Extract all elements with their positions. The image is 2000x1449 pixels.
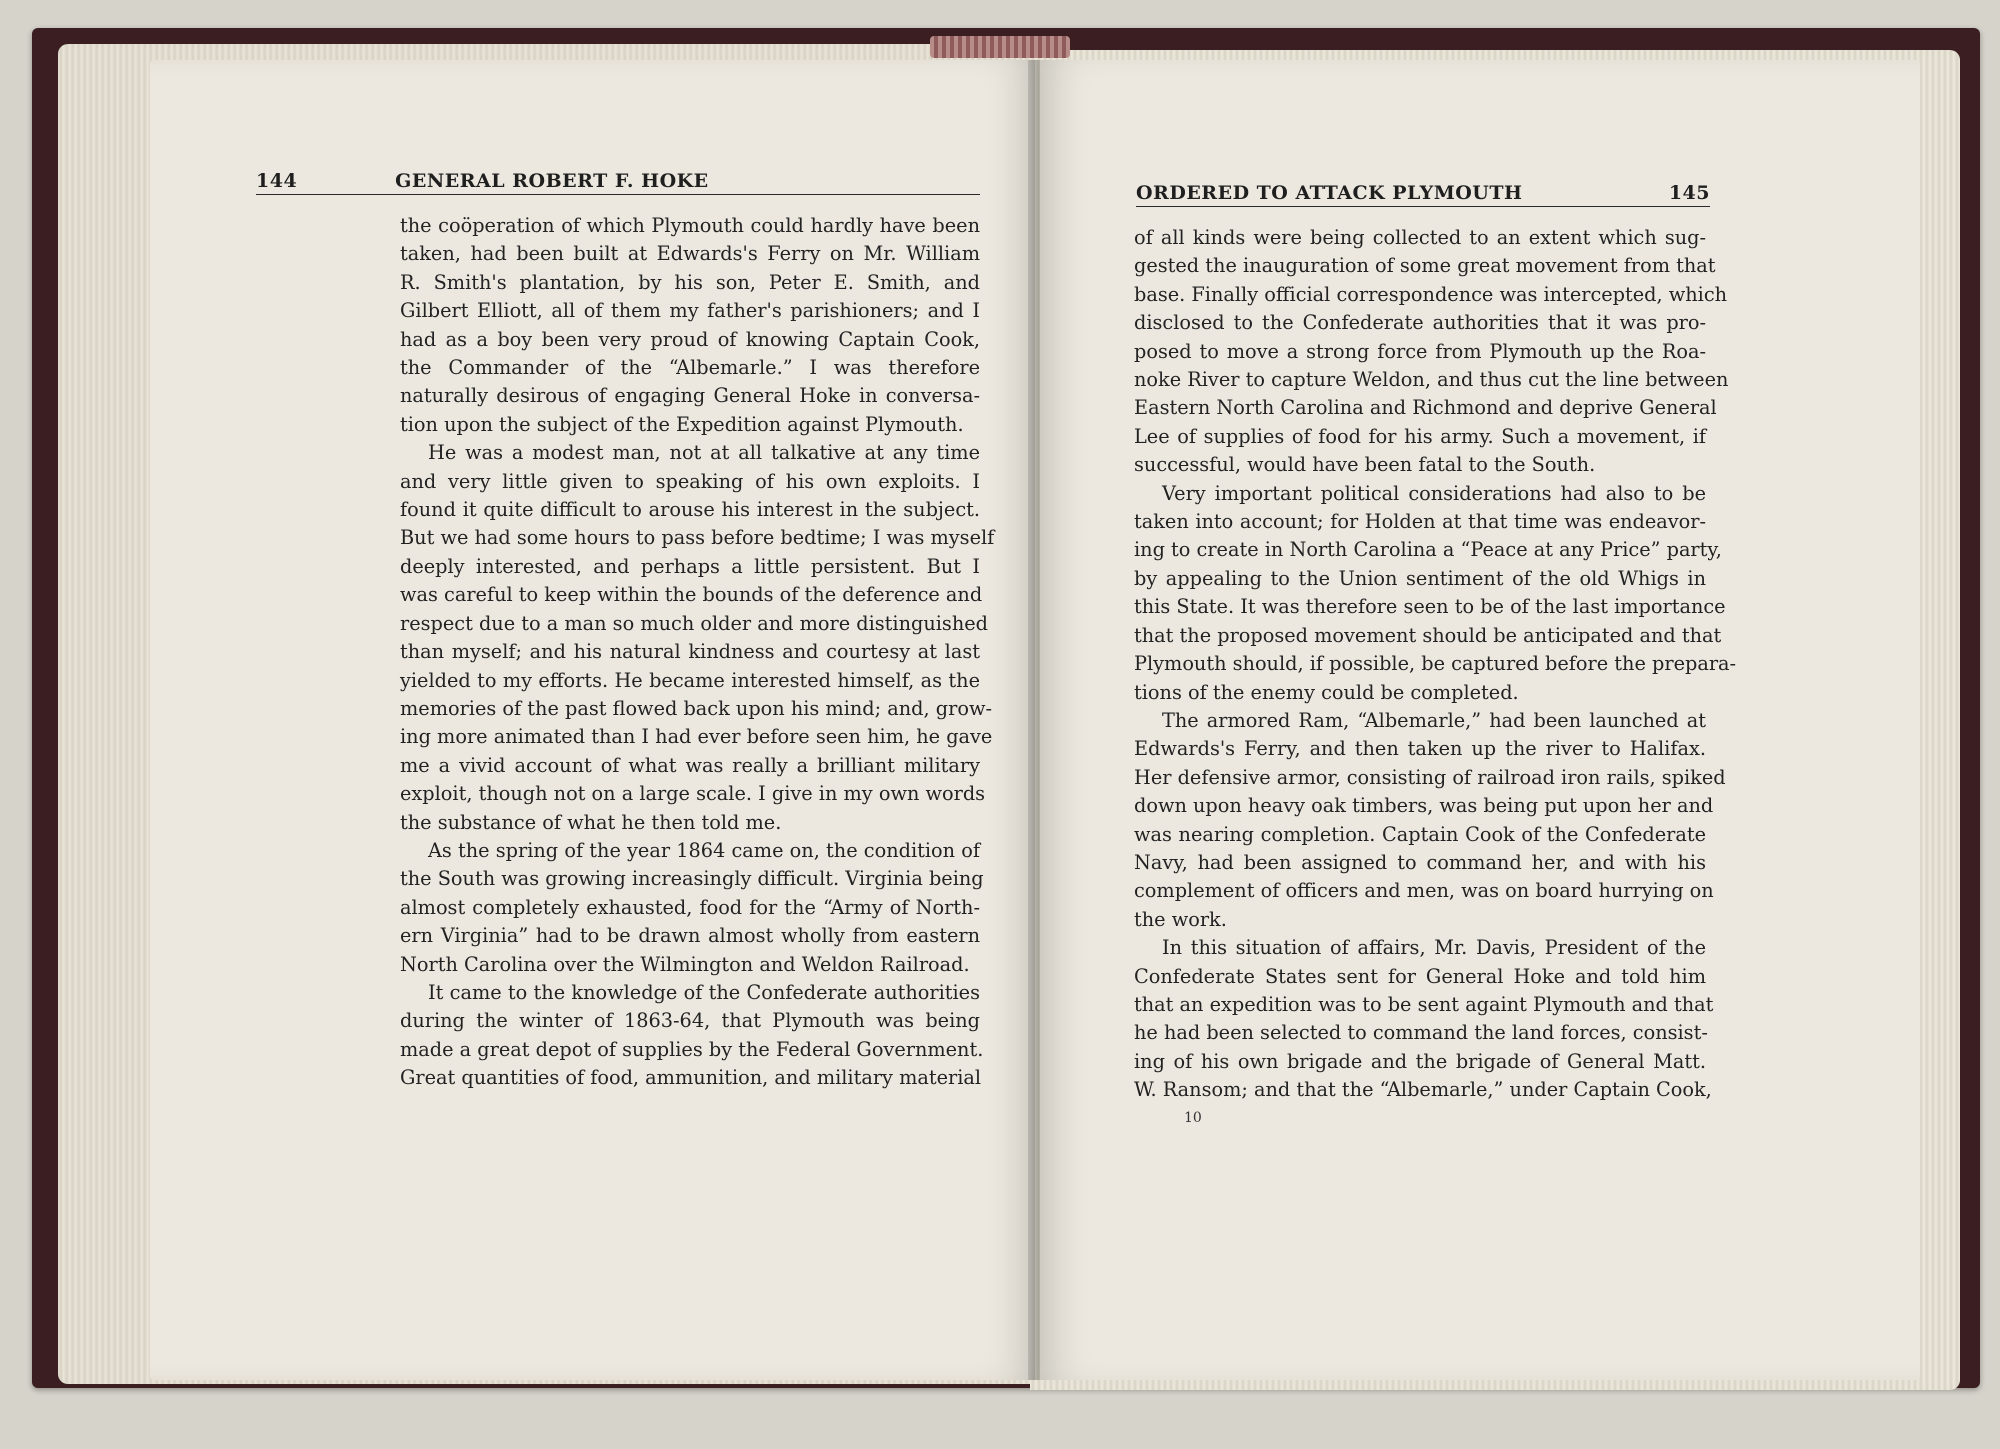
text-line: made a great depot of supplies by the Federal Government. bbox=[400, 1037, 984, 1061]
text-line: that the proposed movement should be anticipated and that bbox=[1134, 623, 1722, 647]
text-line: the substance of what he then told me. bbox=[400, 810, 782, 834]
text-line: respect due to a man so much older and more distinguished bbox=[400, 611, 989, 635]
text-line: ern Virginia” had to be drawn almost wholly from eastern bbox=[400, 924, 980, 948]
text-line: down upon heavy oak timbers, was being put upon her and bbox=[1134, 794, 1714, 818]
text-line: exploit, though not on a large scale. I give in my own words bbox=[400, 782, 986, 806]
text-line: this State. It was therefore seen to be of the last importance bbox=[1134, 595, 1726, 619]
text-line: Navy, had been assigned to command her, and with his bbox=[1134, 850, 1706, 874]
text-line: The armored Ram, “Albemarle,” had been launched at bbox=[1162, 708, 1706, 732]
text-line: tion upon the subject of the Expedition against Plymouth. bbox=[400, 412, 964, 436]
text-line: that an expedition was to be sent againt Plymouth and that bbox=[1134, 992, 1714, 1016]
left-body-text bbox=[400, 212, 995, 1093]
left-running-title: GENERAL ROBERT F. HOKE bbox=[395, 170, 709, 192]
right-body-text bbox=[1134, 224, 1737, 1105]
text-line: As the spring of the year 1864 came on, the condition of bbox=[428, 838, 980, 862]
text-line: ing of his own brigade and the brigade of General Matt. bbox=[1134, 1049, 1706, 1073]
text-line: deeply interested, and perhaps a little persistent. But I bbox=[400, 554, 980, 578]
text-line: and very little given to speaking of his own exploits. I bbox=[400, 469, 980, 493]
text-line: me a vivid account of what was really a brilliant military bbox=[400, 753, 980, 777]
text-line: noke River to capture Weldon, and thus cut the line between bbox=[1134, 368, 1729, 392]
text-line: ing more animated than I had ever before seen him, he gave bbox=[400, 725, 993, 749]
right-page-number: 145 bbox=[1668, 182, 1710, 204]
signature-mark: 10 bbox=[1184, 1110, 1202, 1126]
text-line: Eastern North Carolina and Richmond and deprive General bbox=[1134, 396, 1717, 420]
text-line: Great quantities of food, ammunition, and military material bbox=[400, 1066, 982, 1090]
text-line: was nearing completion. Captain Cook of the Confederate bbox=[1134, 822, 1706, 846]
text-line: almost completely exhausted, food for the “Army of North- bbox=[400, 895, 980, 919]
right-running-head bbox=[1136, 182, 1710, 207]
text-line: taken into account; for Holden at that time was endeavor- bbox=[1134, 510, 1706, 534]
text-line: posed to move a strong force from Plymouth up the Roa- bbox=[1134, 339, 1706, 363]
text-line: Very important political considerations had also to be bbox=[1162, 481, 1706, 505]
text-line: by appealing to the Union sentiment of the old Whigs in bbox=[1134, 566, 1706, 590]
right-running-title: ORDERED TO ATTACK PLYMOUTH bbox=[1136, 182, 1523, 204]
text-line: Confederate States sent for General Hoke and told him bbox=[1134, 964, 1706, 988]
text-line: In this situation of affairs, Mr. Davis, President of the bbox=[1162, 936, 1706, 960]
text-line: than myself; and his natural kindness and courtesy at last bbox=[400, 640, 980, 664]
text-line: the coöperation of which Plymouth could hardly have been bbox=[400, 214, 980, 237]
text-line: Plymouth should, if possible, be captured before the prepara- bbox=[1134, 652, 1737, 676]
text-line: naturally desirous of engaging General Hoke in conversa- bbox=[400, 384, 980, 408]
text-line: memories of the past flowed back upon his mind; and, grow- bbox=[400, 696, 992, 720]
text-line: Edwards's Ferry, and then taken up the river to Halifax. bbox=[1134, 737, 1706, 761]
text-line: North Carolina over the Wilmington and Weldon Railroad. bbox=[400, 952, 970, 976]
text-line: disclosed to the Confederate authorities that it was pro- bbox=[1134, 311, 1706, 335]
text-line: taken, had been built at Edwards's Ferry on Mr. William bbox=[400, 242, 980, 266]
text-line: W. Ransom; and that the “Albemarle,” under Captain Cook, bbox=[1134, 1078, 1712, 1102]
text-line: It came to the knowledge of the Confederate authorities bbox=[428, 980, 980, 1004]
text-line: the work. bbox=[1134, 907, 1227, 931]
text-line: R. Smith's plantation, by his son, Peter E. Smith, and bbox=[400, 270, 980, 294]
text-line: successful, would have been fatal to the South. bbox=[1134, 453, 1596, 477]
text-line: But we had some hours to pass before bedtime; I was myself bbox=[400, 526, 995, 550]
headband bbox=[930, 36, 1070, 58]
text-line: tions of the enemy could be completed. bbox=[1134, 680, 1519, 704]
text-line: was careful to keep within the bounds of the deference and bbox=[400, 583, 983, 607]
text-line: during the winter of 1863-64, that Plymouth was being bbox=[400, 1009, 980, 1033]
text-line: the Commander of the “Albemarle.” I was therefore bbox=[400, 356, 980, 380]
text-line: Lee of supplies of food for his army. Such a movement, if bbox=[1134, 424, 1706, 448]
text-line: Gilbert Elliott, all of them my father's parishioners; and I bbox=[400, 299, 980, 323]
text-line: gested the inauguration of some great movement from that bbox=[1134, 254, 1716, 278]
text-line: yielded to my efforts. He became interested himself, as the bbox=[400, 668, 980, 692]
text-line: He was a modest man, not at all talkative at any time bbox=[428, 441, 980, 465]
left-running-head bbox=[256, 170, 980, 195]
text-line: base. Finally official correspondence was intercepted, which bbox=[1134, 282, 1728, 306]
text-line: of all kinds were being collected to an extent which sug- bbox=[1134, 226, 1706, 249]
text-line: had as a boy been very proud of knowing Captain Cook, bbox=[400, 327, 980, 351]
left-page-number: 144 bbox=[256, 170, 298, 192]
text-line: found it quite difficult to arouse his interest in the subject. bbox=[400, 498, 980, 522]
text-line: complement of officers and men, was on board hurrying on bbox=[1134, 879, 1714, 903]
text-line: the South was growing increasingly difficult. Virginia being bbox=[400, 867, 984, 891]
text-line: ing to create in North Carolina a “Peace at any Price” party, bbox=[1134, 538, 1722, 562]
text-line: Her defensive armor, consisting of railroad iron rails, spiked bbox=[1134, 765, 1726, 789]
text-line: he had been selected to command the land forces, consist- bbox=[1134, 1021, 1708, 1045]
